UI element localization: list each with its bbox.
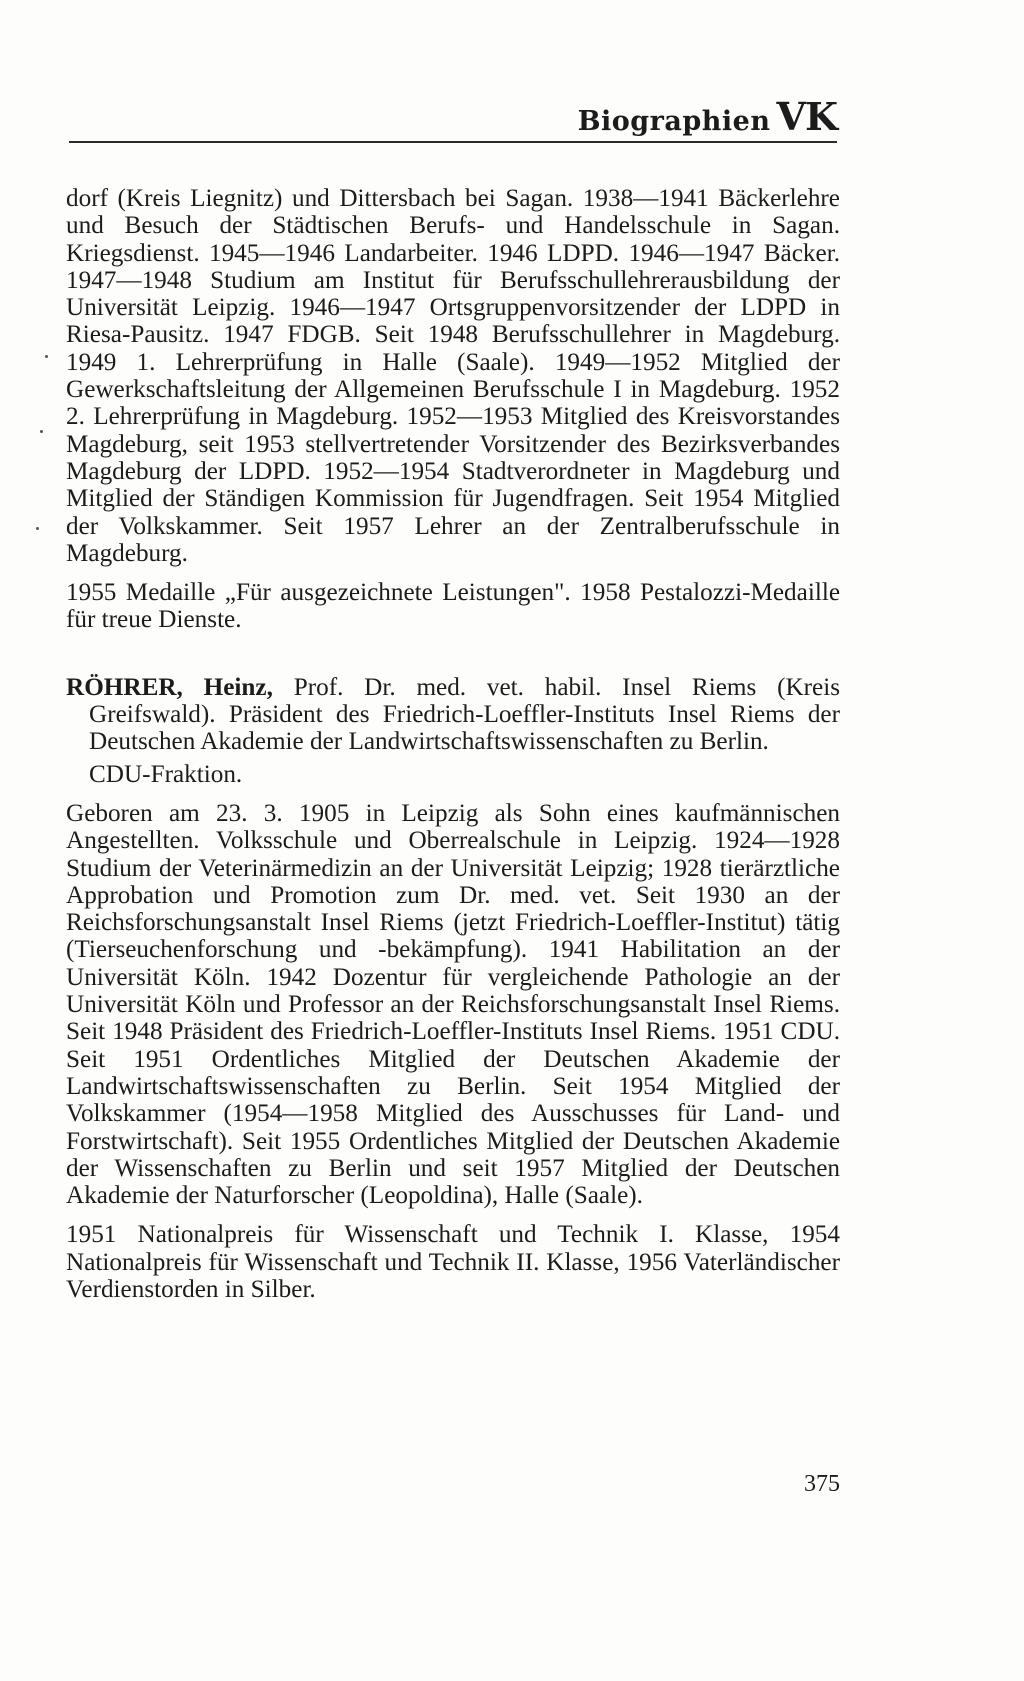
entry-given-name: Heinz,: [203, 673, 273, 701]
awards-paragraph: 1955 Medaille „Für ausgezeichnete Leistungen". 1958 Pestalozzi-Medaille für treue Dienste.: [66, 579, 840, 634]
print-speck: [40, 430, 43, 433]
running-header: [69, 94, 837, 140]
entry-awards-paragraph: 1951 Nationalpreis für Wissenschaft und Technik I. Klasse, 1954 Nationalpreis für Wissenschaft und Technik II. Klasse, 1956 Vaterländischer Verdienstorden in Silber.: [66, 1221, 840, 1303]
entry-heading: [66, 674, 840, 756]
continued-biography-paragraph: dorf (Kreis Liegnitz) und Dittersbach bei Sagan. 1938—1941 Bäckerlehre und Besuch der Städtischen Berufs- und Handelsschule in Sagan. Kriegsdienst. 1945—1946 Landarbeiter. 1946 LDPD. 1946—1947 Bäcker. 1947—1948 Studium am Institut für Berufsschullehrerausbildung der Universität Leipzig. 1946—1947 Ortsgruppenvorsitzender der LDPD in Riesa-Pausitz. 1947 FDGB. Seit 1948 Berufsschullehrer in Magdeburg. 1949 1. Lehrerprüfung in Halle (Saale). 1949—1952 Mitglied der Gewerkschaftsleitung der Allgemeinen Berufsschule I in Magdeburg. 1952 2. Lehrerprüfung in Magdeburg. 1952—1953 Mitglied des Kreisvorstandes Magdeburg, seit 1953 stellvertretender Vorsitzender des Bezirksverbandes Magdeburg der LDPD. 1952—1954 Stadtverordneter in Magdeburg und Mitglied der Ständigen Kommission für Jugendfragen. Seit 1954 Mitglied der Volkskammer. Seit 1957 Lehrer an der Zentralberufsschule in Magdeburg.: [66, 185, 840, 567]
entry-surname: RÖHRER,: [66, 673, 183, 701]
entry-faction: CDU-Fraktion.: [89, 760, 243, 788]
page-number: 375: [804, 1471, 840, 1497]
entry-biography-paragraph: Geboren am 23. 3. 1905 in Leipzig als Sohn eines kaufmännischen Angestellten. Volksschule und Oberrealschule in Leipzig. 1924—1928 Studium der Veterinärmedizin an der Universität Leipzig; 1928 tierärztliche Approbation und Promotion zum Dr. med. vet. Seit 1930 an der Reichsforschungsanstalt Insel Riems (jetzt Friedrich-Loeffler-Institut) tätig (Tierseuchenforschung und -bekämpfung). 1941 Habilitation an der Universität Köln. 1942 Dozentur für vergleichende Pathologie an der Universität Köln und Professor an der Reichsforschungsanstalt Insel Riems. Seit 1948 Präsident des Friedrich-Loeffler-Instituts Insel Riems. 1951 CDU. Seit 1951 Ordentliches Mitglied der Deutschen Akademie der Landwirtschaftswissenschaften zu Berlin. Seit 1954 Mitglied der Volkskammer (1954—1958 Mitglied des Ausschusses für Land- und Forstwirtschaft). Seit 1955 Ordentliches Mitglied der Deutschen Akademie der Wissenschaften zu Berlin und seit 1957 Mitglied der Deutschen Akademie der Naturforscher (Leopoldina), Halle (Saale).: [66, 799, 840, 1210]
print-speck: [36, 527, 39, 530]
header-section-code: VK: [776, 94, 837, 139]
entry-title-text: Prof. Dr. med. vet. habil. Insel Riems (Kreis Greifswald). Präsident des Friedrich-Loeffler-Instituts Insel Riems der Deutschen Akademie der Landwirtschaftswissenschaften zu Berlin.: [89, 673, 841, 756]
print-speck: [45, 355, 48, 358]
header-title: Biographien: [577, 106, 771, 137]
header-rule: [69, 141, 837, 143]
page-body: [66, 185, 840, 1303]
